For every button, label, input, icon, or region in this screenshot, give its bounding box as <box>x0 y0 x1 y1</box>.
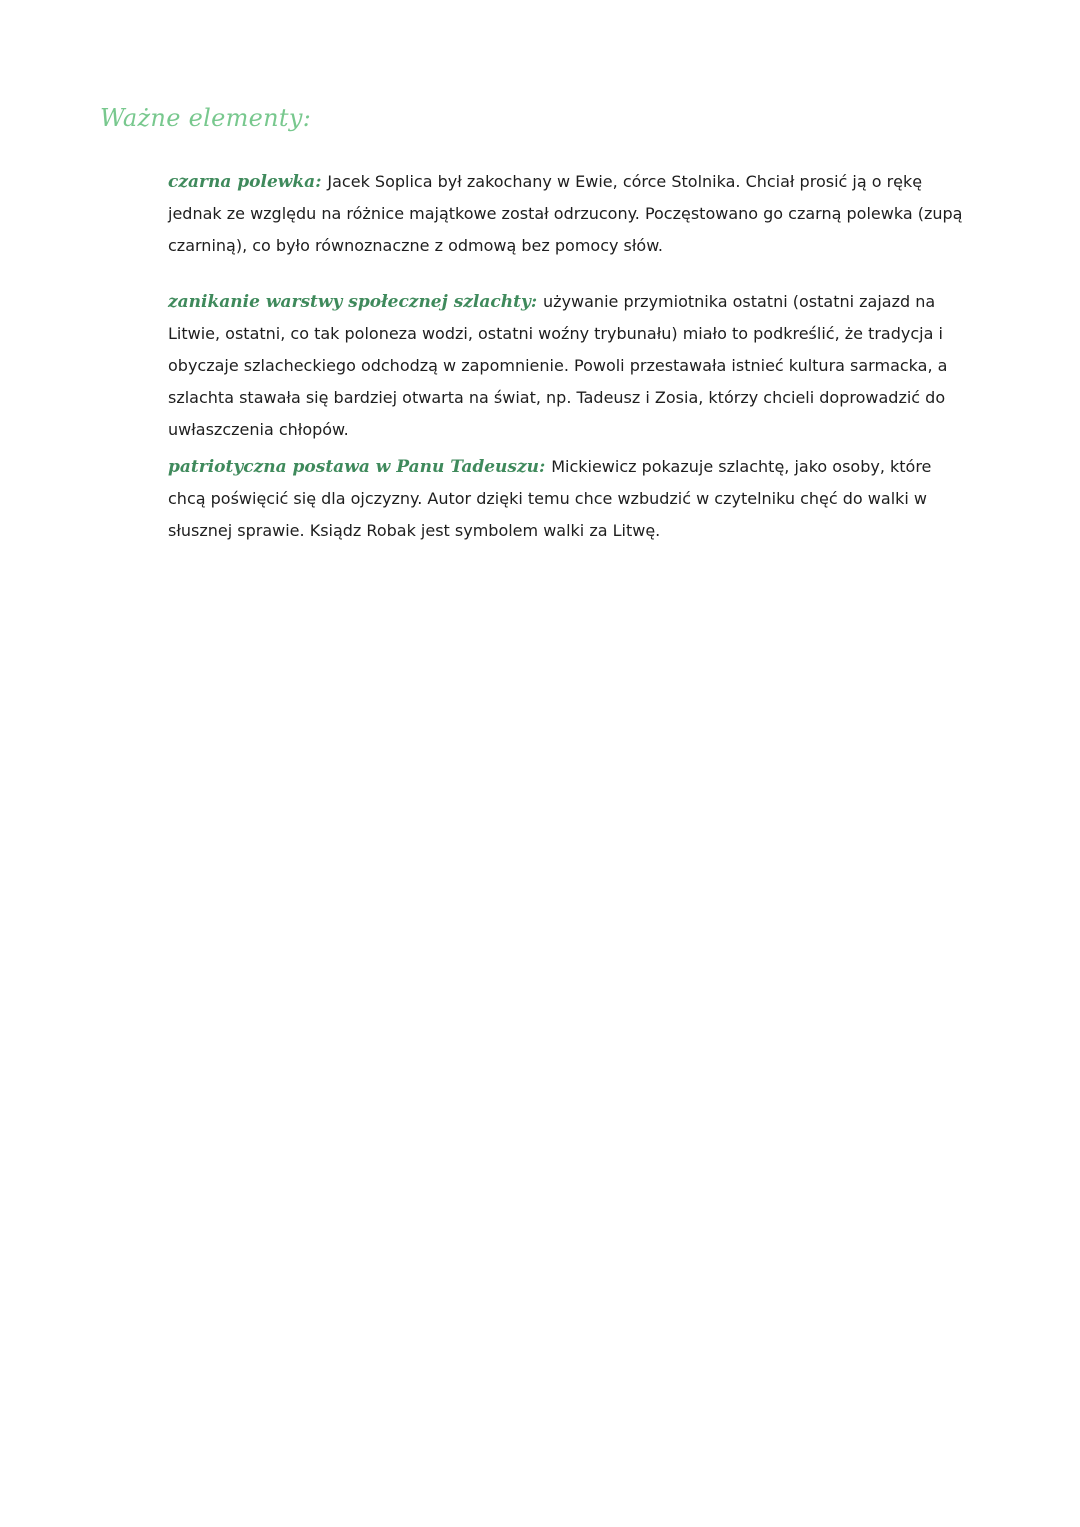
page-heading: Ważne elementy: <box>100 104 312 132</box>
section-czarna-polewka <box>168 166 968 262</box>
section-patriotyczna-postawa <box>168 451 968 547</box>
section-label: zanikanie warstwy społecznej szlachty: <box>168 292 544 312</box>
section-label: patriotyczna postawa w Panu Tadeuszu: <box>168 457 552 477</box>
section-text: Mickiewicz pokazuje szlachtę, jako osoby, które chcą poświęcić się dla ojczyzny. Autor dzięki temu chce wzbudzić w czytelniku chęć do walki w słusznej sprawie. Ksiądz Robak jest symbolem walki za Litwę. <box>168 457 932 540</box>
section-zanikanie-szlachty <box>168 286 968 446</box>
section-text: Jacek Soplica był zakochany w Ewie, córce Stolnika. Chciał prosić ją o rękę jednak ze względu na różnice majątkowe został odrzucony. Poczęstowano go czarną polewka (zupą czarniną), co było równoznaczne z odmową bez pomocy słów. <box>168 172 963 255</box>
section-label: czarna polewka: <box>168 172 328 192</box>
section-text: używanie przymiotnika ostatni (ostatni zajazd na Litwie, ostatni, co tak poloneza wodzi, ostatni woźny trybunału) miało to podkreślić, że tradycja i obyczaje szlacheckiego odchodzą w zapomnienie. Powoli przestawała istnieć kultura sarmacka, a szlachta stawała się bardziej otwarta na świat, np. Tadeusz i Zosia, którzy chcieli doprowadzić do uwłaszczenia chłopów. <box>168 292 948 439</box>
